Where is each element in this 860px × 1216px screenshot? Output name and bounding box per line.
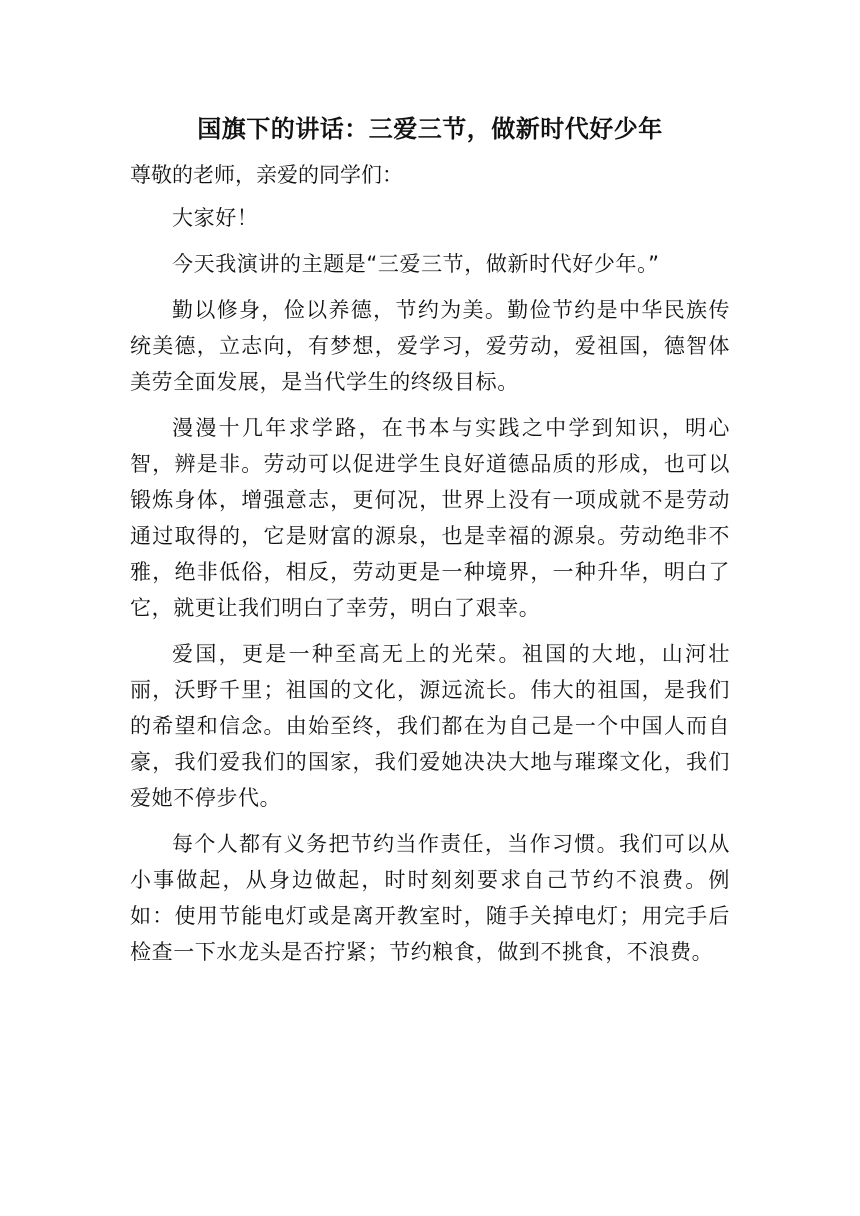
paragraph-greeting: 大家好！ — [172, 206, 259, 230]
document-body — [130, 200, 730, 980]
paragraph-saving-habits: 每个人都有义务把节约当作责任，当作习惯。我们可以从小事做起，从身边做起，时时刻刻要求自己节约不浪费。例如：使用节能电灯或是离开教室时，随手关掉电灯；用完手后检查一下水龙头是否拧紧；节约粮食，做到不挑食，不浪费。 — [130, 832, 730, 964]
paragraph-patriotism: 爱国，更是一种至高无上的光荣。祖国的大地，山河壮丽，沃野千里；祖国的文化，源远流长。伟大的祖国，是我们的希望和信念。由始至终，我们都在为自己是一个中国人而自豪，我们爱我们的国家，我们爱她决决大地与璀璨文化，我们爱她不停步代。 — [130, 642, 730, 810]
paragraph-labor: 漫漫十几年求学路，在书本与实践之中学到知识，明心智，辨是非。劳动可以促进学生良好道德品质的形成，也可以锻炼身体，增强意志，更何况，世界上没有一项成就不是劳动通过取得的，它是财富的源泉，也是幸福的源泉。劳动绝非不雅，绝非低俗，相反，劳动更是一种境界，一种升华，明白了它，就更让我们明白了幸劳，明白了艰幸。 — [130, 416, 730, 620]
document-title: 国旗下的讲话：三爱三节，做新时代好少年 — [197, 115, 663, 143]
paragraph-topic: 今天我演讲的主题是“三爱三节，做新时代好少年。” — [172, 252, 660, 276]
paragraph-thrift-virtue: 勤以修身，俭以养德，节约为美。勤俭节约是中华民族传统美德，立志向，有梦想，爱学习，爱劳动，爱祖国，德智体美劳全面发展，是当代学生的终级目标。 — [130, 298, 730, 394]
salutation: 尊敬的老师，亲爱的同学们： — [130, 163, 403, 187]
